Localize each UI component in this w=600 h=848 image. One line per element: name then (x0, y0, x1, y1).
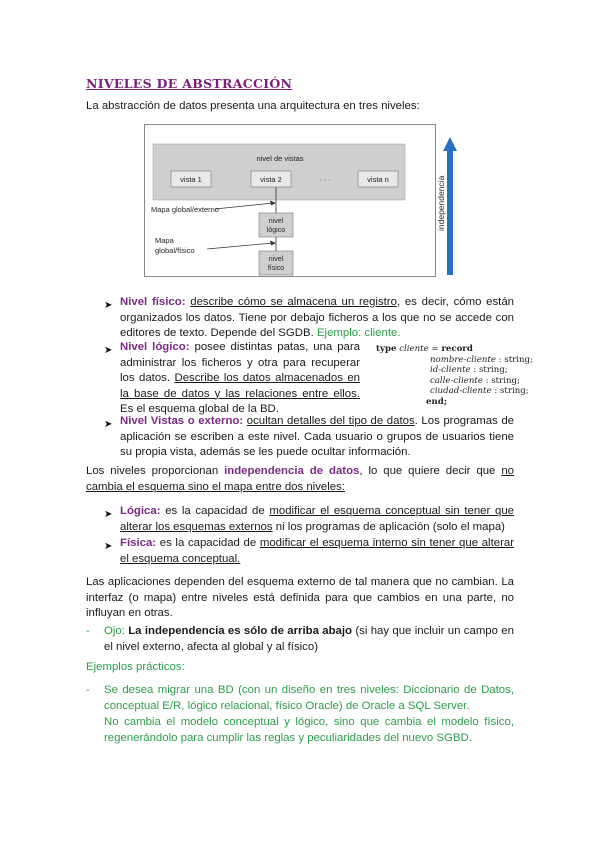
examples-title: Ejemplos prácticos: (86, 661, 185, 673)
bullet-arrow-icon: ➤ (104, 419, 113, 430)
bullet-arrow-icon: ➤ (104, 509, 113, 520)
bullet-physical-independence (120, 536, 514, 567)
code-field-type: : string; (494, 386, 529, 396)
bullet-arrow-icon: ➤ (104, 345, 113, 356)
code-field-type: : string; (473, 365, 508, 375)
independence-paragraph (86, 464, 514, 495)
bullet-term: Nivel lógico: (120, 341, 190, 353)
view-n-label: vista n (367, 175, 389, 184)
bullet-underlined: modificar el esquema interno sin tener que alterar el esquema conceptual. (120, 537, 514, 565)
code-keyword-record: record (441, 344, 473, 354)
views-level-label: nivel de vistas (256, 154, 304, 163)
logical-level-label-1: nivel (268, 218, 284, 225)
bullet-logical-independence (120, 504, 514, 535)
bullet-term: Lógica: (120, 505, 161, 517)
code-field-name: calle-cliente (430, 375, 483, 386)
physical-level-label-1: nivel (268, 256, 284, 263)
bullet-example: Ejemplo: cliente. (316, 327, 401, 339)
independence-arrow-head (443, 137, 457, 151)
code-field-name: nombre-cliente (430, 354, 496, 365)
view-1-label: vista 1 (180, 175, 202, 184)
logical-level-label-2: lógico (266, 227, 286, 234)
bullet-text-2: ni los programas de aplicación (solo el mapa) (272, 520, 505, 533)
independence-arrow-shaft (447, 149, 453, 275)
para-text-2: , lo que quiere decir que (359, 465, 502, 477)
code-type-name: cliente (399, 344, 429, 354)
bullet-text: es la capacidad de (160, 505, 270, 517)
bullet-underlined: ocultan detalles del tipo de datos (246, 415, 415, 427)
map-physical-arrowhead (270, 241, 276, 246)
note-bold: La independencia es sólo de arriba abajo (128, 625, 353, 637)
independence-note (104, 624, 514, 655)
map-physical-pointer (207, 243, 273, 249)
physical-level-label-2: físico (267, 265, 285, 272)
bullet-text: . Los programas de aplicación se escriben a este nivel. Cada usuario o grupos de usuarios tiene su propia vista, además se les puede ocultar información. (120, 415, 515, 458)
para-text: Los niveles proporcionan (86, 465, 225, 477)
map-global-physical-label-1: Mapa (155, 236, 174, 245)
code-end-keyword: end; (426, 396, 447, 407)
code-field-name: ciudad-cliente (430, 386, 492, 396)
abstraction-diagram (144, 124, 436, 277)
bullet-arrow-icon: ➤ (104, 300, 113, 311)
code-field-type: : string; (498, 354, 533, 365)
note-label: Ojo: (104, 625, 125, 637)
bullet-physical-level (120, 295, 514, 342)
bullet-term: Nivel Vistas o externo: (120, 415, 244, 427)
bullet-term: Física: (120, 537, 157, 549)
bullet-underlined: describe cómo se almacena un registro (190, 296, 397, 308)
bullet-term: Nivel físico: (120, 296, 186, 308)
intro-text: La abstracción de datos presenta una arquitectura en tres niveles: (86, 100, 420, 112)
independence-axis-label: independencia (436, 175, 446, 231)
view-2-label: vista 2 (260, 175, 282, 184)
bullet-text: posee distintas patas, una para administrar los ficheros y otra para recuperar los datos. (120, 341, 360, 384)
map-global-external-label: Mapa global/externo (151, 205, 219, 214)
bullet-underlined: modificar el esquema conceptual sin tener que alterar los esquemas externos (120, 505, 514, 533)
example-migration-text: Se desea migrar una BD (con un diseño en tres niveles: Diccionario de Datos, conceptual E/R, lógico relacional, físico Oracle) de Oracle a SQL Server. (104, 684, 514, 712)
independence-arrow (433, 137, 461, 277)
code-snippet (376, 344, 533, 407)
code-keyword: type (376, 344, 397, 354)
map-global-physical-label-2: global/físico (155, 246, 195, 255)
bullet-text: es la capacidad de (156, 537, 260, 549)
bullet-arrow-icon: ➤ (104, 541, 113, 552)
para-underlined: no cambia el esquema sino el mapa entre dos niveles: (86, 465, 514, 493)
applications-paragraph: Las aplicaciones dependen del esquema externo de tal manera que no cambian. La interfaz (o mapa) entre niveles está definida para que cambios en una parte, no influyan en otras. (86, 576, 514, 619)
code-field-name: id-cliente (430, 365, 471, 375)
code-equals: = (431, 344, 439, 354)
page-title: NIVELES DE ABSTRACCIÓN (86, 76, 293, 91)
bullet-views-level (120, 414, 514, 461)
diagram-svg (145, 125, 435, 276)
bullet-underlined: Describe los datos almacenados en la base de datos y las relaciones entre ellos. (120, 372, 360, 400)
note-text: (si hay que incluir un campo en el nivel externo, afecta al global y al físico) (104, 625, 514, 653)
bullet-text: , es decir, cómo están organizados los datos. Tiene por debajo ficheros a los que no se accede con editores de texto. Depende del SGDB. (120, 296, 515, 339)
map-external-pointer (215, 203, 273, 209)
bullet-logical-level (120, 340, 360, 418)
example-dash: - (86, 684, 90, 696)
bullet-text-2: Es el esquema global de la BD. (120, 403, 279, 415)
note-dash: - (86, 625, 90, 637)
code-field-type: : string; (485, 375, 520, 386)
view-ellipsis: · · · (319, 175, 331, 184)
para-highlight: independencia de datos (224, 465, 360, 477)
example-conclusion-text: No cambia el modelo conceptual y lógico, sino que cambia el modelo físico, regenerándolo para cumplir las reglas y peculiaridades del nuevo SGBD. (104, 716, 514, 744)
map-external-arrowhead (270, 201, 276, 206)
